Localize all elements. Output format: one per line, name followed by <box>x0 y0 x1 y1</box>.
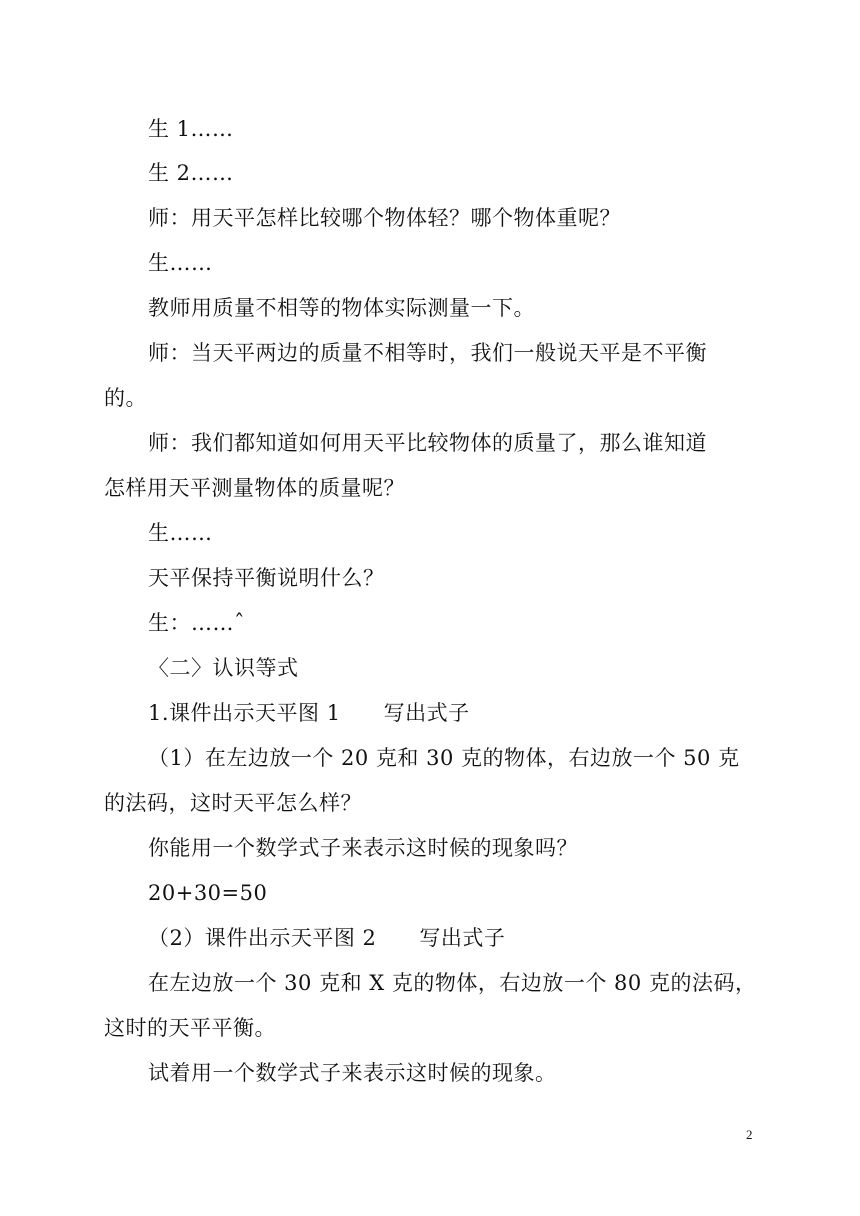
text-line: 生…… <box>148 251 213 275</box>
text-line: 生 2…… <box>148 161 234 185</box>
text-line: 试着用一个数学式子来表示这时候的现象。 <box>148 1061 557 1085</box>
text-line: 教师用质量不相等的物体实际测量一下。 <box>148 296 535 320</box>
text-line: 1.课件出示天平图 1 写出式子 <box>148 701 470 725</box>
text-line: （2）课件出示天平图 2 写出式子 <box>148 926 506 950</box>
text-line: 师：用天平怎样比较哪个物体轻？哪个物体重呢？ <box>148 206 621 230</box>
text-line: 你能用一个数学式子来表示这时候的现象吗？ <box>148 836 578 860</box>
text-line: 在左边放一个 30 克和 X 克的物体，右边放一个 80 克的法码， <box>148 971 757 995</box>
page-number: 2 <box>746 1127 753 1142</box>
text-line: 师：当天平两边的质量不相等时，我们一般说天平是不平衡 <box>148 341 707 365</box>
text-line: 这时的天平平衡。 <box>104 1016 276 1040</box>
text-line: 的。 <box>104 386 147 410</box>
text-line: 生…… <box>148 521 213 545</box>
text-line: 师：我们都知道如何用天平比较物体的质量了，那么谁知道 <box>148 431 707 455</box>
text-line: 怎样用天平测量物体的质量呢？ <box>104 476 405 500</box>
text-line: 天平保持平衡说明什么？ <box>148 566 385 590</box>
section-heading: 〈二〉认识等式 <box>148 656 299 680</box>
equation: 20+30=50 <box>148 881 268 905</box>
text-line: （1）在左边放一个 20 克和 30 克的物体，右边放一个 50 克 <box>148 746 740 770</box>
text-line: 的法码，这时天平怎么样？ <box>104 791 362 815</box>
text-line: 生：……ˆ <box>148 611 245 635</box>
text-line: 生 1…… <box>148 117 234 141</box>
